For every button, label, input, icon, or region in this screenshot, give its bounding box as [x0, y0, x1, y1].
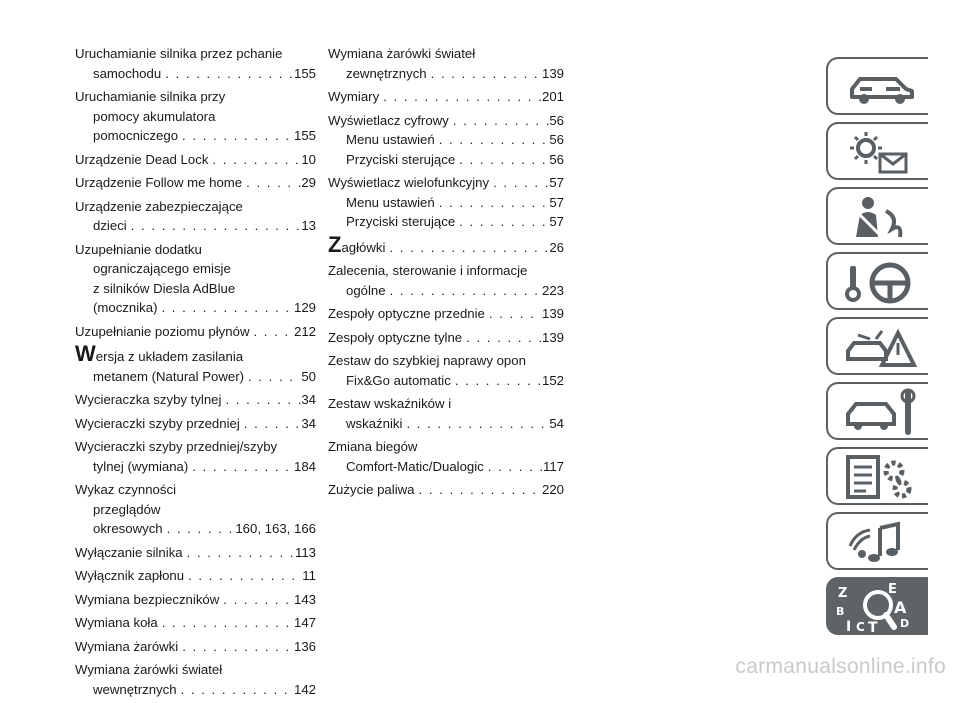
- index-line: [75, 298, 316, 318]
- entry-text: Uzupełnianie poziomu płynów: [75, 323, 250, 339]
- entry-text: ersja z układem zasilania: [95, 349, 244, 364]
- entry-text: ogólne: [346, 282, 386, 298]
- index-line: [328, 150, 564, 170]
- index-line: [328, 457, 564, 477]
- index-entry: [75, 637, 316, 657]
- dot-leader: [402, 414, 549, 434]
- dot-leader: [489, 173, 549, 193]
- index-line: [75, 240, 316, 260]
- tab-index[interactable]: [826, 577, 928, 635]
- index-line: [75, 87, 316, 107]
- index-letter: T: [868, 620, 878, 633]
- dot-leader: [244, 367, 301, 387]
- dot-leader: [379, 87, 542, 107]
- page-number[interactable]: 57: [549, 194, 564, 210]
- page-number[interactable]: 160, 163, 166: [235, 521, 316, 536]
- index-line: [75, 216, 316, 236]
- index-entry: [328, 44, 564, 83]
- index-letter: A: [894, 598, 907, 617]
- index-line: [75, 367, 316, 387]
- dot-leader: [178, 637, 294, 657]
- section-letter: Z: [328, 231, 342, 257]
- dot-leader: [184, 566, 302, 586]
- index-entry: [328, 173, 564, 232]
- entry-text: Zestaw do szybkiej naprawy opon: [328, 353, 526, 368]
- index-letter: D: [900, 617, 910, 630]
- entry-text: zewnętrznych: [346, 65, 427, 81]
- index-entry: [75, 341, 316, 386]
- index-letter: I: [846, 619, 852, 633]
- entry-text: Wycieraczki szyby przedniej/szyby: [75, 439, 278, 454]
- index-line: [75, 500, 316, 520]
- tab-safety[interactable]: [826, 187, 928, 245]
- page-number[interactable]: 201: [541, 89, 564, 104]
- index-icon: [836, 583, 924, 633]
- index-line: [75, 519, 316, 539]
- index-entry: [75, 390, 316, 410]
- entry-text: Wycieraczka szyby tylnej: [75, 392, 222, 407]
- dot-leader: [455, 212, 549, 232]
- dot-leader: [386, 281, 542, 301]
- dot-leader: [163, 519, 236, 539]
- dot-leader: [415, 480, 542, 500]
- dot-leader: [221, 390, 301, 410]
- entry-text: Fix&Go automatic: [346, 372, 451, 388]
- entry-text: agłówki: [341, 239, 386, 255]
- index-line: [75, 590, 316, 610]
- entry-text: samochodu: [93, 65, 162, 81]
- dot-leader: [249, 322, 294, 342]
- index-line: [75, 680, 316, 700]
- entry-text: Menu ustawień: [346, 194, 435, 210]
- entry-text: Uruchamianie silnika przy: [75, 89, 226, 104]
- index-entry: [328, 304, 564, 324]
- entry-text: Wymiana żarówki świateł: [328, 46, 476, 61]
- page-number[interactable]: 56: [549, 112, 564, 128]
- index-line: [328, 414, 564, 434]
- dot-leader: [485, 304, 542, 324]
- index-line: [75, 150, 316, 170]
- index-line: [75, 437, 316, 457]
- entry-text: ograniczającego emisje: [93, 261, 231, 276]
- entry-text: Wymiana bezpieczników: [75, 591, 220, 607]
- dot-leader: [484, 457, 543, 477]
- page-number[interactable]: 136: [293, 638, 316, 654]
- page-number[interactable]: 54: [549, 415, 564, 431]
- page-number[interactable]: 29: [301, 175, 316, 190]
- entry-text: Zalecenia, sterowanie i informacje: [328, 263, 528, 278]
- dot-leader: [158, 613, 294, 633]
- dot-leader: [161, 64, 294, 84]
- dot-leader: [462, 328, 542, 348]
- page-number[interactable]: 129: [293, 300, 316, 315]
- page-number[interactable]: 139: [541, 306, 564, 321]
- entry-text: Menu ustawień: [346, 132, 435, 147]
- entry-text: Wykaz czynności: [75, 482, 177, 497]
- page-number[interactable]: 139: [541, 329, 564, 345]
- key-steering-wheel-icon: [836, 258, 924, 308]
- tab-emergency[interactable]: [826, 317, 928, 375]
- page-number[interactable]: 113: [294, 544, 316, 560]
- entry-text: Wymiana koła: [75, 615, 158, 630]
- entry-text: Uzupełnianie dodatku: [75, 241, 202, 257]
- entry-text: wewnętrznych: [93, 681, 177, 697]
- index-entry: [328, 480, 564, 500]
- index-entry: [75, 613, 316, 633]
- page-number[interactable]: 13: [301, 218, 316, 233]
- entry-text: Wycieraczki szyby przedniej: [75, 415, 240, 431]
- page-number[interactable]: 34: [301, 392, 316, 407]
- index-line: [328, 44, 564, 64]
- index-entry: [75, 437, 316, 476]
- index-line: [75, 126, 316, 146]
- car-icon: [836, 63, 924, 113]
- entry-text: pomocniczego: [93, 128, 179, 143]
- index-entry: [328, 111, 564, 170]
- page-number[interactable]: 152: [541, 372, 564, 388]
- entry-text: tylnej (wymiana): [93, 458, 189, 474]
- tab-multimedia[interactable]: [826, 512, 928, 570]
- entry-text: Wyświetlacz wielofunkcyjny: [328, 175, 490, 190]
- entry-text: Wymiana żarówki świateł: [75, 662, 223, 677]
- dot-leader: [455, 150, 549, 170]
- entry-text: Zestaw wskaźników i: [328, 396, 452, 411]
- index-entry: [328, 261, 564, 300]
- index-entry: [75, 480, 316, 539]
- dot-leader: [219, 590, 294, 610]
- index-line: [328, 281, 564, 301]
- chapter-tabs: [826, 57, 928, 642]
- index-letter: B: [836, 605, 845, 618]
- index-line: [75, 341, 316, 367]
- index-entry: [75, 543, 316, 563]
- index-entry: [75, 660, 316, 699]
- index-line: [75, 457, 316, 477]
- index-line: [75, 660, 316, 680]
- dot-leader: [178, 126, 294, 146]
- entry-text: wskaźniki: [346, 415, 403, 431]
- index-line: [328, 64, 564, 84]
- index-line: [75, 197, 316, 217]
- page-number[interactable]: 220: [541, 482, 564, 497]
- index-entry: [75, 44, 316, 83]
- index-entry: [75, 590, 316, 610]
- index-line: [328, 212, 564, 232]
- index-entry: [75, 240, 316, 318]
- dot-leader: [127, 216, 302, 236]
- dot-leader: [183, 543, 295, 563]
- tab-technical-data[interactable]: [826, 447, 928, 505]
- page-number[interactable]: 155: [293, 65, 316, 81]
- index-entry: [75, 173, 316, 193]
- index-line: [75, 637, 316, 657]
- index-entry: [328, 351, 564, 390]
- index-line: [75, 44, 316, 64]
- index-line: [75, 107, 316, 127]
- entry-text: dzieci: [93, 218, 127, 233]
- entry-text: przeglądów: [93, 501, 161, 517]
- index-entry: [328, 437, 564, 476]
- page-number[interactable]: 147: [293, 615, 316, 630]
- dot-leader: [208, 150, 301, 170]
- index-entry: [75, 322, 316, 342]
- watermark: carmanualsonline.info: [735, 655, 946, 678]
- index-line: [328, 87, 564, 107]
- section-letter: W: [75, 341, 96, 366]
- index-line: [328, 394, 564, 414]
- index-entry: [75, 87, 316, 146]
- index-line: [75, 543, 316, 563]
- index-entry: [75, 566, 316, 586]
- tab-car[interactable]: [826, 57, 928, 115]
- entry-text: Wyłącznik zapłonu: [75, 568, 185, 583]
- index-line: [75, 390, 316, 410]
- index-line: [328, 173, 564, 193]
- dot-leader: [435, 130, 550, 150]
- entry-text: Przyciski sterujące: [346, 214, 456, 229]
- entry-text: Urządzenie Dead Lock: [75, 151, 209, 167]
- index-entry: [75, 197, 316, 236]
- index-line: [75, 173, 316, 193]
- dot-leader: [177, 680, 294, 700]
- index-line: [75, 414, 316, 434]
- dot-leader: [451, 371, 542, 391]
- index-line: [328, 193, 564, 213]
- page-number[interactable]: 10: [301, 151, 316, 167]
- entry-text: Przyciski sterujące: [346, 151, 456, 167]
- index-line: [328, 231, 564, 258]
- entry-text: Urządzenie zabezpieczające: [75, 198, 243, 214]
- index-line: [75, 259, 316, 279]
- dot-leader: [188, 457, 294, 477]
- tab-warning-lights[interactable]: [826, 122, 928, 180]
- entry-text: Zespoły optyczne przednie: [328, 306, 485, 321]
- index-entry: [328, 231, 564, 258]
- entry-text: z silników Diesla AdBlue: [93, 280, 236, 296]
- page-number[interactable]: 155: [293, 128, 316, 143]
- page-number[interactable]: 143: [293, 591, 316, 607]
- index-letter: C: [856, 620, 865, 633]
- entry-text: Comfort-Matic/Dualogic: [346, 458, 484, 474]
- page-number[interactable]: 184: [293, 458, 316, 474]
- index-line: [328, 130, 564, 150]
- dot-leader: [435, 193, 550, 213]
- page-number[interactable]: 34: [301, 415, 316, 431]
- dot-leader: [240, 414, 302, 434]
- index-line: [328, 437, 564, 457]
- entry-text: pomocy akumulatora: [93, 108, 216, 124]
- page-number[interactable]: 57: [549, 175, 564, 190]
- index-entry: [75, 414, 316, 434]
- index-column-right: [328, 44, 564, 504]
- entry-text: Urządzenie Follow me home: [75, 175, 243, 190]
- entry-text: Wymiary: [328, 89, 380, 104]
- page-number[interactable]: 11: [302, 568, 316, 583]
- page-number[interactable]: 50: [301, 368, 316, 384]
- dot-leader: [157, 298, 294, 318]
- multimedia-icon: [836, 518, 924, 568]
- page-number[interactable]: 212: [293, 323, 316, 339]
- dot-leader: [427, 64, 542, 84]
- index-line: [75, 480, 316, 500]
- index-entry: [328, 87, 564, 107]
- index-line: [75, 64, 316, 84]
- page-number[interactable]: 223: [541, 282, 564, 298]
- entry-text: Wyświetlacz cyfrowy: [328, 112, 449, 128]
- index-letter: E: [888, 583, 897, 597]
- entry-text: okresowych: [93, 521, 163, 536]
- dot-leader: [385, 238, 549, 258]
- index-line: [328, 261, 564, 281]
- index-entry: [328, 328, 564, 348]
- index-line: [328, 304, 564, 324]
- index-line: [328, 371, 564, 391]
- page-number[interactable]: 117: [542, 458, 564, 474]
- warning-lights-icon: [836, 128, 924, 178]
- index-line: [75, 322, 316, 342]
- index-line: [75, 279, 316, 299]
- page-number[interactable]: 56: [549, 132, 564, 147]
- index-line: [75, 566, 316, 586]
- page-number[interactable]: 56: [549, 151, 564, 167]
- index-line: [75, 613, 316, 633]
- page-number[interactable]: 26: [549, 239, 564, 255]
- breakdown-warning-icon: [836, 323, 924, 373]
- entry-text: Zespoły optyczne tylne: [328, 329, 463, 345]
- dot-leader: [449, 111, 550, 131]
- index-entry: [328, 394, 564, 433]
- index-line: [328, 111, 564, 131]
- page-number[interactable]: 139: [541, 65, 564, 81]
- car-service-icon: [836, 388, 924, 438]
- dot-leader: [242, 173, 301, 193]
- index-column-left: [75, 44, 316, 703]
- entry-text: Zużycie paliwa: [328, 482, 415, 497]
- page-number[interactable]: 142: [293, 681, 316, 697]
- entry-text: metanem (Natural Power): [93, 368, 244, 384]
- technical-data-icon: [836, 453, 924, 503]
- page-number[interactable]: 57: [549, 214, 564, 229]
- seatbelt-airbag-icon: [836, 193, 924, 243]
- entry-text: Zmiana biegów: [328, 439, 418, 454]
- entry-text: Wyłączanie silnika: [75, 544, 183, 560]
- index-line: [328, 328, 564, 348]
- index-line: [328, 480, 564, 500]
- tab-starting-driving[interactable]: [826, 252, 928, 310]
- index-entry: [75, 150, 316, 170]
- index-letter: Z: [838, 586, 848, 601]
- entry-text: (mocznika): [93, 300, 158, 315]
- entry-text: Wymiana żarówki: [75, 638, 179, 654]
- tab-maintenance[interactable]: [826, 382, 928, 440]
- entry-text: Uruchamianie silnika przez pchanie: [75, 46, 283, 61]
- index-line: [328, 351, 564, 371]
